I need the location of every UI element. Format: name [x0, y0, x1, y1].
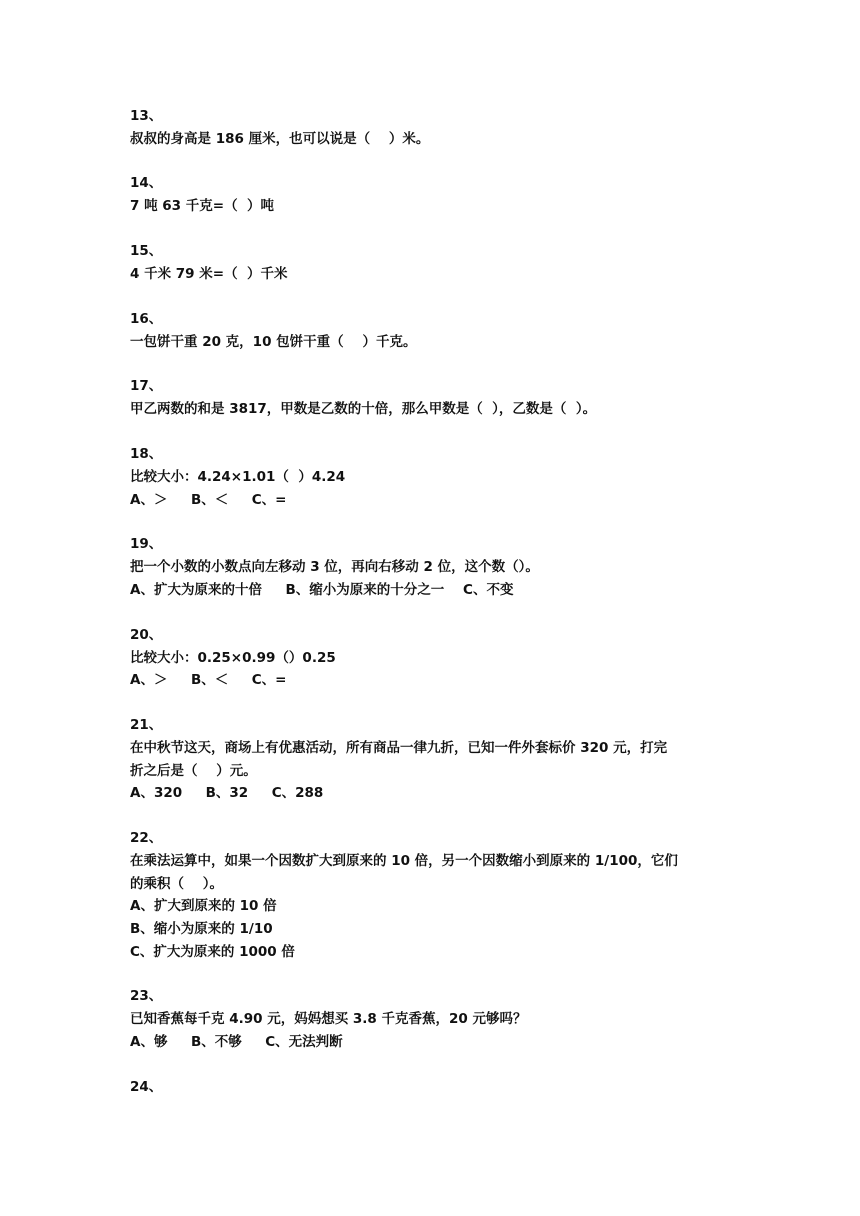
question-22-text-2: 的乘积（ ）。	[130, 876, 224, 892]
question-21-text-2: 折之后是（ ）元。	[130, 763, 257, 779]
question-23-options: A、够 B、不够 C、无法判断	[130, 1034, 343, 1050]
question-17-number: 17、	[130, 378, 163, 394]
question-22-option-c: C、扩大为原来的 1000 倍	[130, 944, 295, 960]
question-16-number: 16、	[130, 311, 163, 327]
question-15-text: 4 千米 79 米=（ ）千米	[130, 266, 288, 282]
question-20-number: 20、	[130, 627, 163, 643]
question-22-option-b: B、缩小为原来的 1/10	[130, 921, 273, 937]
question-20-options: A、＞ B、＜ C、=	[130, 672, 287, 688]
question-21-options: A、320 B、32 C、288	[130, 785, 324, 801]
question-22-text-1: 在乘法运算中，如果一个因数扩大到原来的 10 倍，另一个因数缩小到原来的 1/100，它们	[130, 853, 678, 869]
question-21-number: 21、	[130, 717, 163, 733]
question-15-number: 15、	[130, 243, 163, 259]
question-13-text: 叔叔的身高是 186 厘米，也可以说是（ ）米。	[130, 131, 430, 147]
question-19-number: 19、	[130, 536, 163, 552]
question-13-number: 13、	[130, 108, 163, 124]
question-14-text: 7 吨 63 千克=（ ）吨	[130, 198, 274, 214]
question-18-number: 18、	[130, 446, 163, 462]
question-24-number: 24、	[130, 1079, 163, 1095]
question-22-option-a: A、扩大到原来的 10 倍	[130, 898, 277, 914]
question-19-options: A、扩大为原来的十倍 B、缩小为原来的十分之一 C、不变	[130, 582, 514, 598]
question-18-text: 比较大小：4.24×1.01（ ）4.24	[130, 469, 346, 485]
question-23-number: 23、	[130, 988, 163, 1004]
question-22-number: 22、	[130, 830, 163, 846]
question-18-options: A、＞ B、＜ C、=	[130, 492, 287, 508]
question-14-number: 14、	[130, 175, 163, 191]
question-17-text: 甲乙两数的和是 3817，甲数是乙数的十倍，那么甲数是（ ），乙数是（ ）。	[130, 401, 597, 417]
question-19-text: 把一个小数的小数点向左移动 3 位，再向右移动 2 位，这个数（）。	[130, 559, 539, 575]
question-23-text: 已知香蕉每千克 4.90 元，妈妈想买 3.8 千克香蕉，20 元够吗？	[130, 1011, 527, 1027]
question-16-text: 一包饼干重 20 克，10 包饼干重（ ）千克。	[130, 334, 417, 350]
question-21-text-1: 在中秋节这天，商场上有优惠活动，所有商品一律九折，已知一件外套标价 320 元，打完	[130, 740, 668, 756]
question-20-text: 比较大小：0.25×0.99（）0.25	[130, 650, 336, 666]
